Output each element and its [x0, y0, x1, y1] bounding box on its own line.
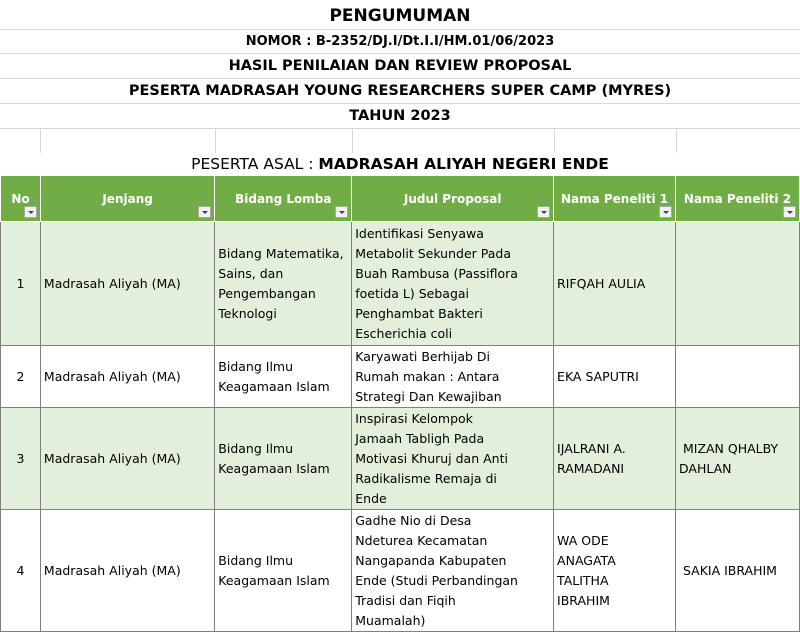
col-header-peneliti-2: Nama Peneliti 2	[676, 176, 800, 222]
cell-no[interactable]: 3	[1, 408, 41, 510]
col-header-judul: Judul Proposal	[352, 176, 554, 222]
announcement-number: NOMOR : B-2352/DJ.I/Dt.I.I/HM.01/06/2023	[0, 30, 800, 54]
col-header-peneliti-1: Nama Peneliti 1	[554, 176, 676, 222]
filter-dropdown-icon[interactable]	[537, 206, 550, 218]
bidang-line: Pengembangan	[218, 285, 316, 301]
filter-dropdown-icon[interactable]	[24, 206, 37, 218]
cell-peneliti1[interactable]	[554, 222, 676, 346]
judul-line: Rumah makan : Antara	[355, 368, 500, 384]
cell-peneliti2[interactable]	[676, 346, 800, 408]
announcement-event: PESERTA MADRASAH YOUNG RESEARCHERS SUPER CAMP (MYRES)	[0, 79, 800, 104]
judul-line: Karyawati Berhijab Di	[355, 348, 491, 364]
judul-line: Inspirasi Kelompok	[355, 410, 473, 426]
col-header-bidang: Bidang Lomba	[215, 176, 352, 222]
peserta-label: PESERTA ASAL :	[191, 155, 319, 173]
cell-judul[interactable]	[352, 408, 554, 510]
peneliti1-line: IJALRANI A.	[557, 440, 626, 456]
cell-jenjang[interactable]: Madrasah Aliyah (MA)	[40, 346, 214, 408]
cell-no[interactable]: 2	[1, 346, 41, 408]
bidang-line: Bidang Matematika,	[218, 245, 344, 261]
bidang-line: Keagamaan Islam	[218, 378, 330, 394]
table-row	[1, 510, 800, 632]
peneliti1-line: ANAGATA	[557, 552, 616, 568]
bidang-line: Teknologi	[218, 305, 277, 321]
peneliti1-line: WA ODE	[557, 532, 609, 548]
announcement-title: PENGUMUMAN	[0, 2, 800, 30]
cell-judul[interactable]	[352, 222, 554, 346]
judul-line: Radikalisme Remaja di	[355, 470, 497, 486]
peserta-school: MADRASAH ALIYAH NEGERI ENDE	[318, 155, 609, 173]
filter-dropdown-icon[interactable]	[783, 206, 796, 218]
table-row	[1, 408, 800, 510]
judul-line: Muamalah)	[355, 612, 426, 628]
judul-line: Metabolit Sekunder Pada	[355, 245, 511, 261]
peneliti2-line: SAKIA IBRAHIM	[679, 562, 777, 578]
peneliti2-line: MIZAN QHALBY	[679, 440, 779, 456]
peneliti1-line: RIFQAH AULIA	[557, 275, 646, 291]
cell-bidang[interactable]	[215, 408, 352, 510]
table-row	[1, 222, 800, 346]
gridline	[215, 129, 216, 153]
judul-line: Ende	[355, 490, 387, 506]
judul-line: Strategi Dan Kewajiban	[355, 388, 502, 404]
judul-line: Tradisi dan Fiqih	[355, 592, 456, 608]
peneliti1-line: TALITHA	[557, 572, 609, 588]
gridline	[352, 129, 353, 153]
table-header-row	[1, 176, 800, 222]
judul-line: Identifikasi Senyawa	[355, 225, 484, 241]
cell-jenjang[interactable]: Madrasah Aliyah (MA)	[40, 408, 214, 510]
gridline	[40, 129, 41, 153]
cell-judul[interactable]	[352, 510, 554, 632]
judul-line: Motivasi Khuruj dan Anti	[355, 450, 508, 466]
cell-jenjang[interactable]: Madrasah Aliyah (MA)	[40, 510, 214, 632]
cell-jenjang[interactable]: Madrasah Aliyah (MA)	[40, 222, 214, 346]
peneliti1-line: RAMADANI	[557, 460, 625, 476]
cell-peneliti2[interactable]	[676, 408, 800, 510]
gridline	[554, 129, 555, 153]
cell-peneliti2[interactable]	[676, 222, 800, 346]
bidang-line: Keagamaan Islam	[218, 460, 330, 476]
cell-no[interactable]: 4	[1, 510, 41, 632]
announcement-subtitle: HASIL PENILAIAN DAN REVIEW PROPOSAL	[0, 54, 800, 79]
results-table	[0, 175, 800, 632]
peneliti1-line: EKA SAPUTRI	[557, 368, 639, 384]
cell-peneliti2[interactable]	[676, 510, 800, 632]
bidang-line: Bidang Ilmu	[218, 440, 294, 456]
cell-bidang[interactable]	[215, 510, 352, 632]
bidang-line: Keagamaan Islam	[218, 572, 330, 588]
filter-dropdown-icon[interactable]	[659, 206, 672, 218]
gridline	[676, 129, 677, 153]
cell-peneliti1[interactable]	[554, 408, 676, 510]
cell-bidang[interactable]	[215, 222, 352, 346]
bidang-line: Bidang Ilmu	[218, 552, 294, 568]
cell-no[interactable]: 1	[1, 222, 41, 346]
filter-dropdown-icon[interactable]	[335, 206, 348, 218]
bidang-line: Bidang Ilmu	[218, 358, 294, 374]
cell-peneliti1[interactable]	[554, 346, 676, 408]
judul-line: Buah Rambusa (Passiflora	[355, 265, 518, 281]
peneliti2-line: DAHLAN	[679, 460, 732, 476]
judul-line: Escherichia coli	[355, 325, 453, 341]
judul-line: Nangapanda Kabupaten	[355, 552, 507, 568]
cell-judul[interactable]	[352, 346, 554, 408]
col-header-no: No	[1, 176, 41, 222]
judul-line: Gadhe Nio di Desa	[355, 512, 472, 528]
cell-peneliti1[interactable]	[554, 510, 676, 632]
judul-line: Jamaah Tabligh Pada	[355, 430, 485, 446]
col-header-jenjang: Jenjang	[40, 176, 214, 222]
judul-line: Penghambat Bakteri	[355, 305, 483, 321]
judul-line: Ende (Studi Perbandingan	[355, 572, 518, 588]
judul-line: foetida L) Sebagai	[355, 285, 470, 301]
filter-dropdown-icon[interactable]	[198, 206, 211, 218]
bidang-line: Sains, dan	[218, 265, 284, 281]
cell-bidang[interactable]	[215, 346, 352, 408]
announcement-year: TAHUN 2023	[0, 104, 800, 129]
peserta-asal	[0, 153, 800, 175]
peneliti1-line: IBRAHIM	[557, 592, 610, 608]
judul-line: Ndeturea Kecamatan	[355, 532, 488, 548]
table-row	[1, 346, 800, 408]
